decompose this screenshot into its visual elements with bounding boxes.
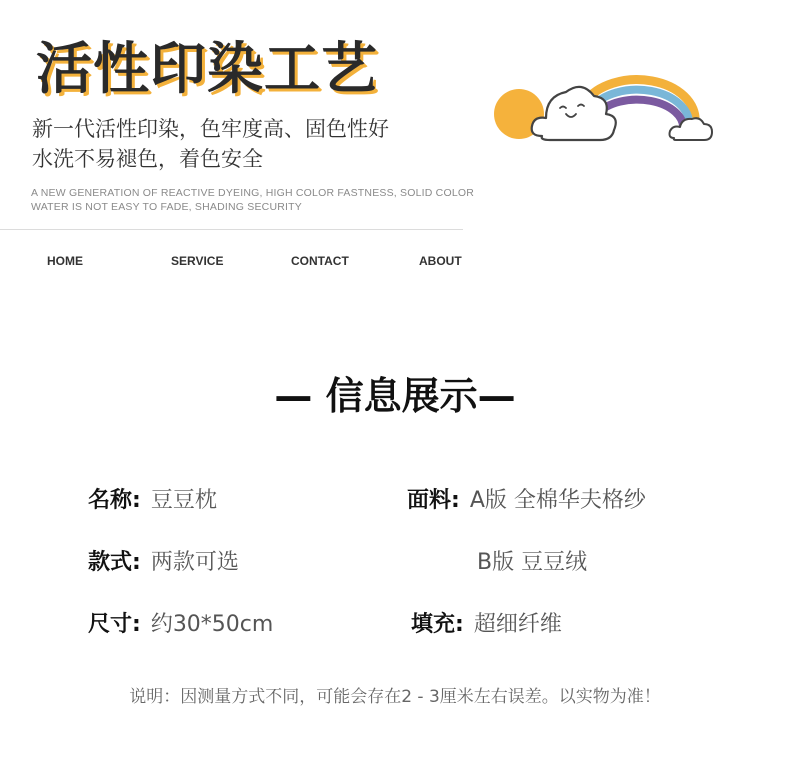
info-value: 两款可选 bbox=[150, 550, 239, 575]
nav-service[interactable]: SERVICE bbox=[171, 254, 224, 268]
header-divider bbox=[0, 229, 463, 230]
info-value: 豆豆枕 bbox=[150, 488, 217, 513]
info-label: 尺寸: bbox=[88, 612, 141, 637]
info-filling bbox=[411, 610, 562, 640]
info-style bbox=[88, 548, 239, 578]
info-label: 款式: bbox=[88, 550, 141, 575]
page-title: 活性印染工艺 bbox=[36, 37, 378, 102]
info-value: 超细纤维 bbox=[473, 612, 562, 637]
info-size bbox=[88, 610, 273, 640]
nav-about[interactable]: ABOUT bbox=[419, 254, 462, 268]
info-fabric bbox=[407, 486, 646, 516]
nav-contact[interactable]: CONTACT bbox=[291, 254, 349, 268]
info-name bbox=[88, 486, 217, 516]
info-value: B版 豆豆绒 bbox=[477, 550, 588, 575]
english-line: WATER IS NOT EASY TO FADE, SHADING SECURITY bbox=[31, 201, 302, 213]
info-label: 填充: bbox=[411, 612, 464, 637]
info-label: 面料: bbox=[407, 488, 460, 513]
subtitle-line: 水洗不易褪色，着色安全 bbox=[32, 147, 263, 171]
english-line: A NEW GENERATION OF REACTIVE DYEING, HIGH COLOR FASTNESS, SOLID COLOR bbox=[31, 187, 475, 199]
english-subtitle bbox=[31, 186, 475, 214]
rainbow-illustration bbox=[490, 58, 735, 154]
section-title: — 信息展示— bbox=[274, 374, 516, 418]
info-value: A版 全棉华夫格纱 bbox=[469, 488, 646, 513]
info-fabric-b bbox=[477, 548, 587, 578]
info-value: 约30*50cm bbox=[150, 612, 274, 637]
top-nav bbox=[0, 254, 470, 274]
chinese-subtitle bbox=[32, 114, 472, 174]
info-label: 名称: bbox=[88, 488, 141, 513]
subtitle-line: 新一代活性印染，色牢度高、固色性好 bbox=[32, 117, 389, 141]
measurement-note: 说明：因测量方式不同，可能会存在2 - 3厘米左右误差。以实物为准！ bbox=[129, 687, 661, 707]
nav-home[interactable]: HOME bbox=[47, 254, 83, 268]
small-cloud-icon bbox=[670, 118, 713, 140]
